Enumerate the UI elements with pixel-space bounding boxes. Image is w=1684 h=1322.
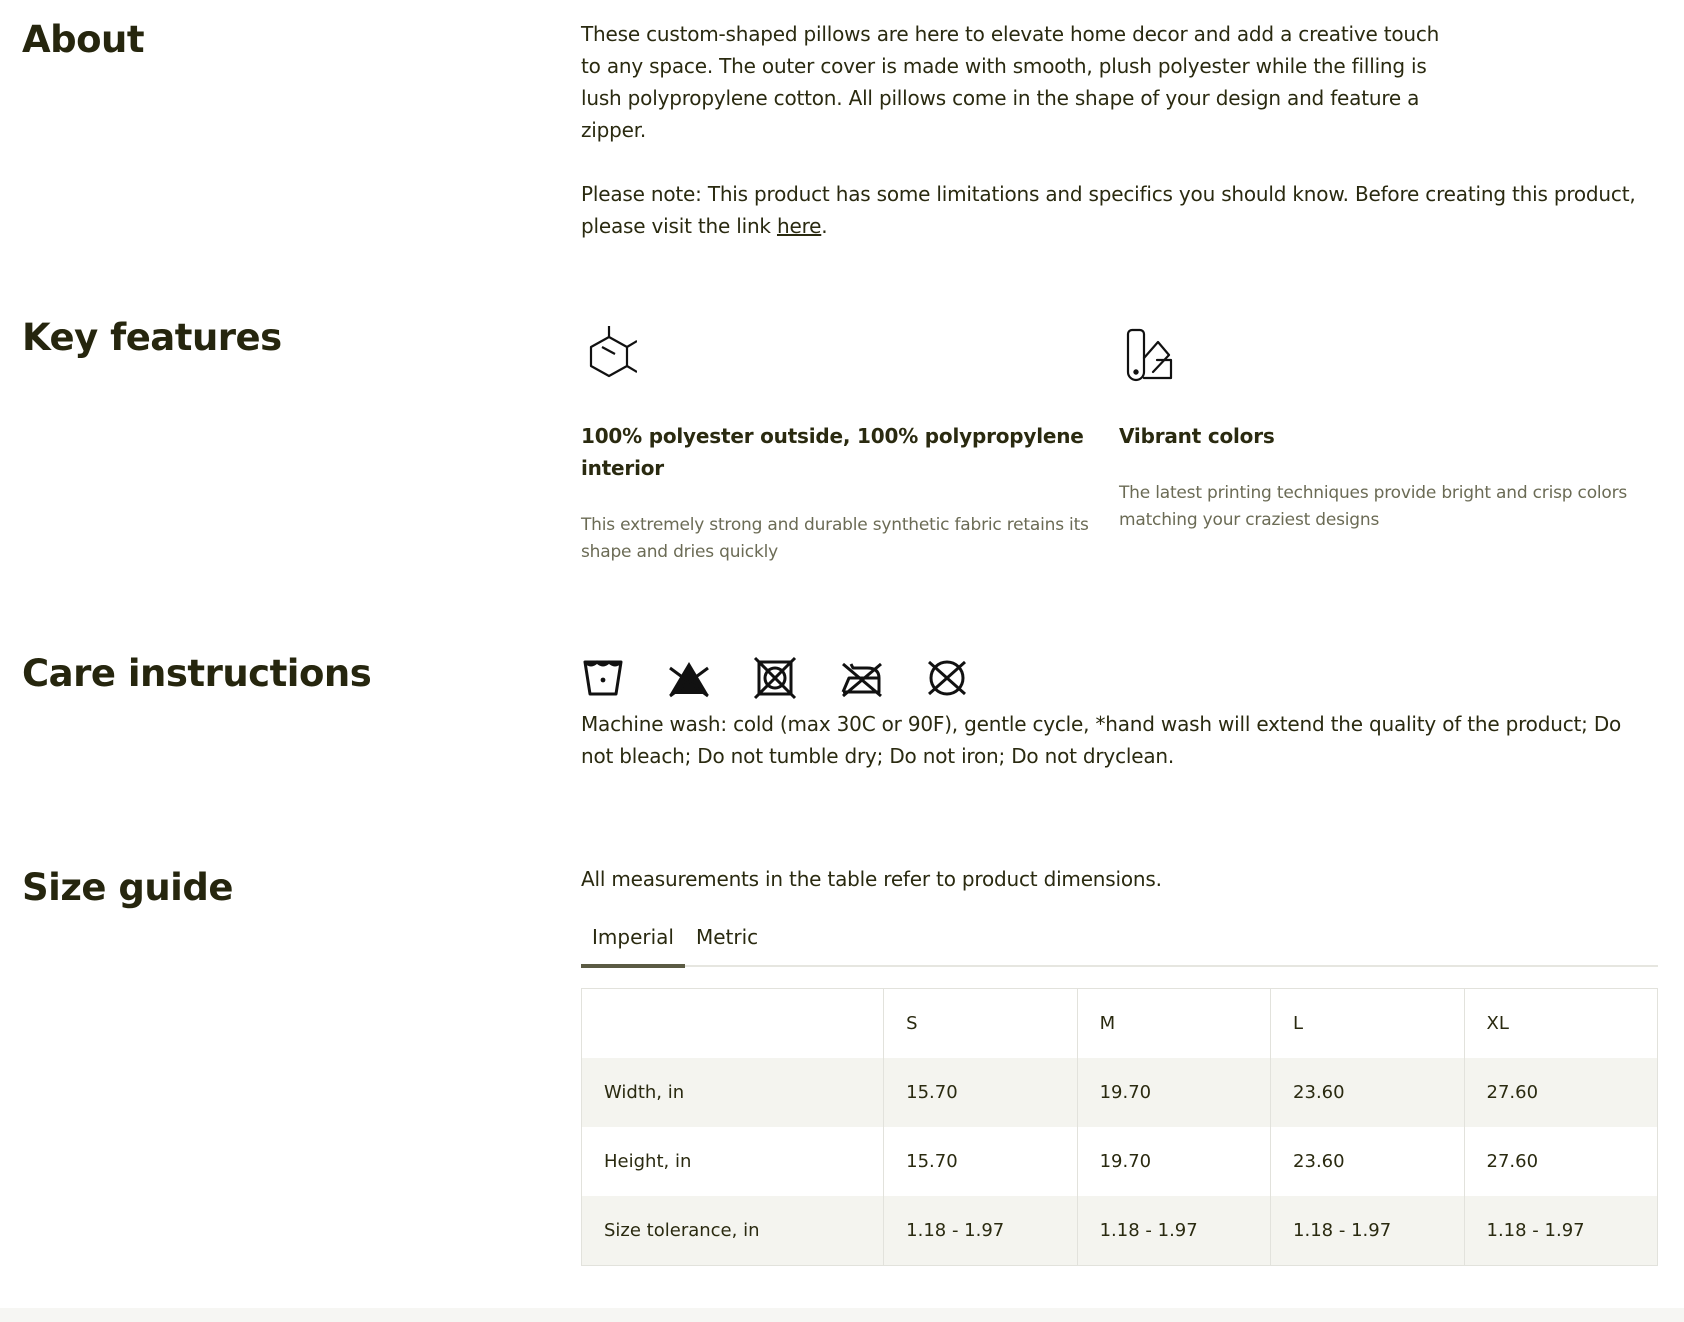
care-text: Machine wash: cold (max 30C or 90F), gentle cycle, *hand wash will extend the quality of the product; Do not bleach; Do not tumble dry; Do not iron; Do not dryclean. (581, 712, 1622, 768)
size-guide-content (581, 863, 1657, 1266)
care-content (581, 656, 1657, 772)
size-guide-title: Size guide (22, 866, 233, 909)
size-guide-intro: All measurements in the table refer to product dimensions. (581, 867, 1162, 891)
feature-material (581, 324, 1119, 566)
tab-metric[interactable]: Metric (695, 925, 759, 949)
feature-title: Vibrant colors (1119, 424, 1275, 448)
features-list (581, 324, 1657, 566)
table-cell: 1.18 - 1.97 (1464, 1196, 1658, 1266)
table-cell: 15.70 (884, 1127, 1077, 1196)
about-note-text: Please note: This product has some limitations and specifics you should know. Before creating this product, please visit the link (581, 182, 1636, 238)
table-row (582, 1058, 1658, 1127)
limitations-link[interactable]: here (776, 214, 822, 238)
about-paragraph: These custom-shaped pillows are here to elevate home decor and add a creative touch to any space. The outer cover is made with smooth, plush polyester while the filling is lush polypropylene cotton. All pillows come in the shape of your design and feature a zipper. (581, 22, 1440, 142)
key-features-title: Key features (22, 316, 282, 359)
table-cell: 1.18 - 1.97 (884, 1196, 1077, 1266)
table-header-empty (582, 989, 884, 1059)
feature-description: The latest printing techniques provide bright and crisp colors matching your craziest designs (1119, 483, 1628, 530)
feature-description: This extremely strong and durable synthetic fabric retains its shape and dries quickly (581, 515, 1089, 562)
table-cell: 27.60 (1464, 1058, 1658, 1127)
unit-tabs (581, 917, 1658, 967)
footer-strip (0, 1308, 1684, 1322)
table-cell: 19.70 (1077, 1058, 1270, 1127)
row-label: Height, in (582, 1127, 884, 1196)
row-label: Size tolerance, in (582, 1196, 884, 1266)
machine-wash-cold-icon (581, 656, 625, 700)
molecule-icon (581, 324, 637, 384)
table-cell: 27.60 (1464, 1127, 1658, 1196)
table-cell: 1.18 - 1.97 (1271, 1196, 1464, 1266)
table-row (582, 1196, 1658, 1266)
table-header-cell: L (1271, 989, 1464, 1059)
do-not-bleach-icon (667, 656, 711, 700)
care-title: Care instructions (22, 652, 372, 695)
table-header-cell: XL (1464, 989, 1658, 1059)
row-label: Width, in (582, 1058, 884, 1127)
color-swatch-icon (1119, 324, 1175, 384)
care-icons-row (581, 656, 1657, 700)
table-header-cell: M (1077, 989, 1270, 1059)
size-table (581, 988, 1658, 1266)
feature-colors (1119, 324, 1657, 566)
table-cell: 15.70 (884, 1058, 1077, 1127)
table-header-row (582, 989, 1658, 1059)
table-cell: 19.70 (1077, 1127, 1270, 1196)
table-header-cell: S (884, 989, 1077, 1059)
about-title: About (22, 18, 145, 61)
feature-title: 100% polyester outside, 100% polypropylene interior (581, 424, 1084, 480)
about-note-suffix: . (821, 214, 828, 238)
table-cell: 23.60 (1271, 1127, 1464, 1196)
do-not-dryclean-icon (925, 656, 969, 700)
do-not-tumble-dry-icon (753, 656, 797, 700)
table-cell: 23.60 (1271, 1058, 1464, 1127)
tab-imperial[interactable]: Imperial (581, 917, 685, 965)
do-not-iron-icon (839, 656, 883, 700)
about-content (581, 18, 1657, 242)
table-cell: 1.18 - 1.97 (1077, 1196, 1270, 1266)
about-note (581, 178, 1657, 242)
table-row (582, 1127, 1658, 1196)
